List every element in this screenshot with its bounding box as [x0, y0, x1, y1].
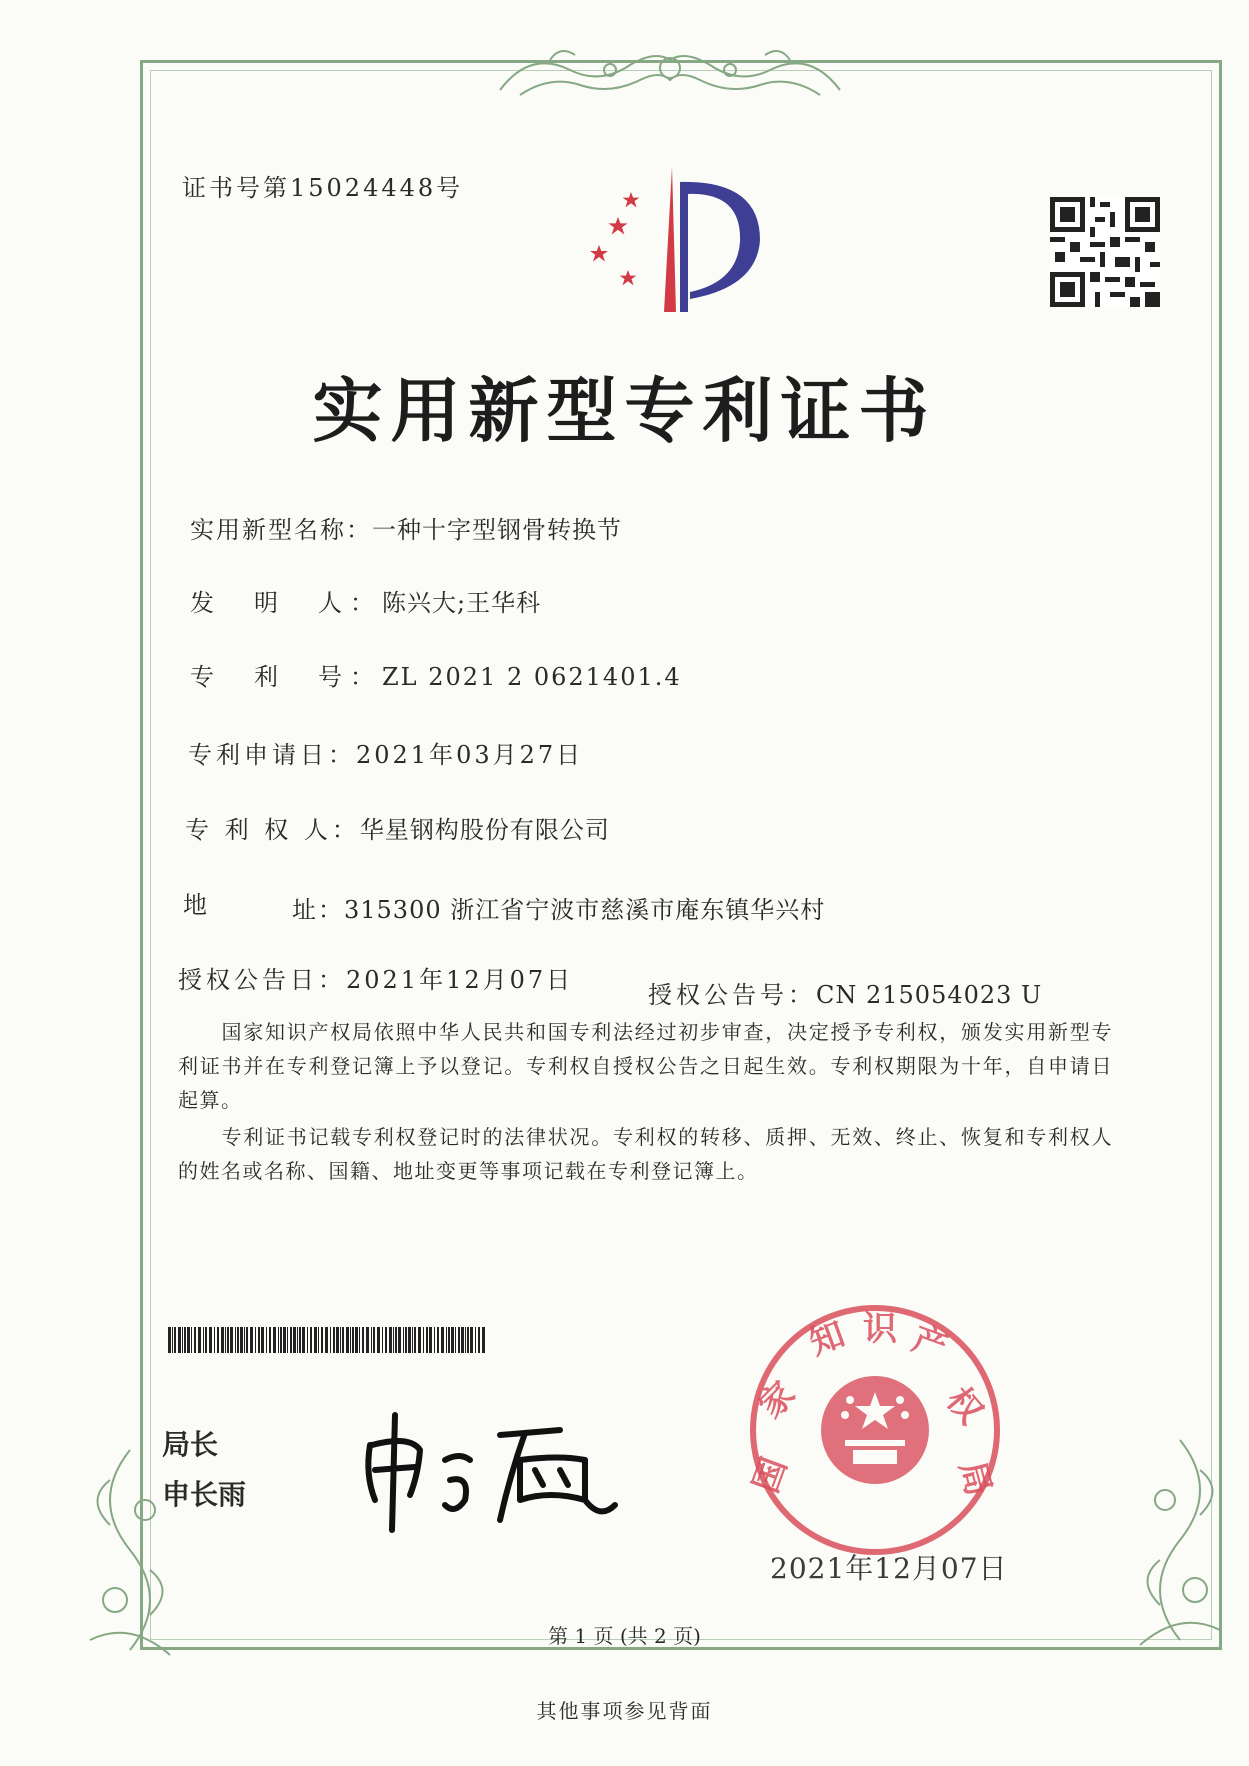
svg-text:局: 局 [951, 1456, 999, 1501]
field-utility-model-name [190, 510, 622, 545]
field-application-date [188, 735, 583, 770]
field-label: 专 利 号： [190, 663, 382, 691]
field-value: 陈兴大;王华科 [382, 589, 542, 617]
field-value: 2021年12月07日 [346, 966, 574, 994]
field-label: 专利申请日： [188, 741, 356, 769]
field-value: 315300 浙江省宁波市慈溪市庵东镇华兴村 [344, 896, 826, 924]
svg-text:识: 识 [863, 1309, 897, 1349]
field-value: 2021年03月27日 [356, 741, 584, 769]
svg-text:知: 知 [804, 1314, 851, 1364]
field-grant-announcement-date [178, 960, 573, 995]
field-value: ZL 2021 2 0621401.4 [382, 663, 682, 691]
field-label: 实用新型名称： [190, 516, 372, 544]
field-label: 专 利 权 人： [185, 816, 360, 844]
director-title: 局长 [162, 1428, 219, 1461]
legal-status-paragraph: 专利证书记载专利权登记时的法律状况。专利权的转移、质押、无效、终止、恢复和专利权人的姓名或名称、国籍、地址变更等事项记载在专利登记簿上。 [178, 1125, 1113, 1183]
svg-text:国: 国 [745, 1452, 796, 1499]
back-note: 其他事项参见背面 [536, 1699, 713, 1723]
qr-code-icon [1050, 197, 1160, 307]
page-indicator: 第 1 页 (共 2 页) [548, 1624, 701, 1648]
field-value: CN 215054023 U [816, 981, 1043, 1009]
field-address [292, 890, 825, 925]
field-value: 一种十字型钢骨转换节 [372, 516, 622, 544]
seal-date: 2021年12月07日 [770, 1552, 1008, 1585]
field-patent-number [190, 657, 682, 692]
field-label: 址： [292, 896, 344, 924]
barcode-icon [168, 1327, 488, 1353]
svg-text:产: 产 [906, 1318, 953, 1369]
field-value: 华星钢构股份有限公司 [359, 816, 610, 844]
cnipa-logo-icon [572, 162, 772, 312]
signature-icon [350, 1405, 650, 1535]
svg-text:家: 家 [751, 1374, 804, 1427]
official-seal-icon [745, 1300, 1005, 1560]
certificate-title: 实用新型专利证书 [312, 370, 937, 452]
svg-text:权: 权 [938, 1380, 991, 1432]
field-label: 授权公告号： [648, 981, 816, 1009]
field-inventor [190, 583, 541, 618]
field-address-label-left: 地 [183, 891, 207, 919]
field-patentee [185, 810, 610, 845]
director-name: 申长雨 [162, 1478, 247, 1511]
certificate-statement-paragraph: 国家知识产权局依照中华人民共和国专利法经过初步审查，决定授予专利权，颁发实用新型专利证书并在专利登记簿上予以登记。专利权自授权公告之日起生效。专利权期限为十年，自申请日起算。 [178, 1020, 1113, 1112]
field-grant-announcement-number [648, 975, 1042, 1010]
top-ornament-icon [490, 40, 850, 110]
field-label: 发 明 人： [190, 589, 382, 617]
certificate-number: 证书号第15024448号 [182, 174, 464, 202]
director-block [162, 1420, 246, 1520]
field-label: 授权公告日： [178, 966, 346, 994]
